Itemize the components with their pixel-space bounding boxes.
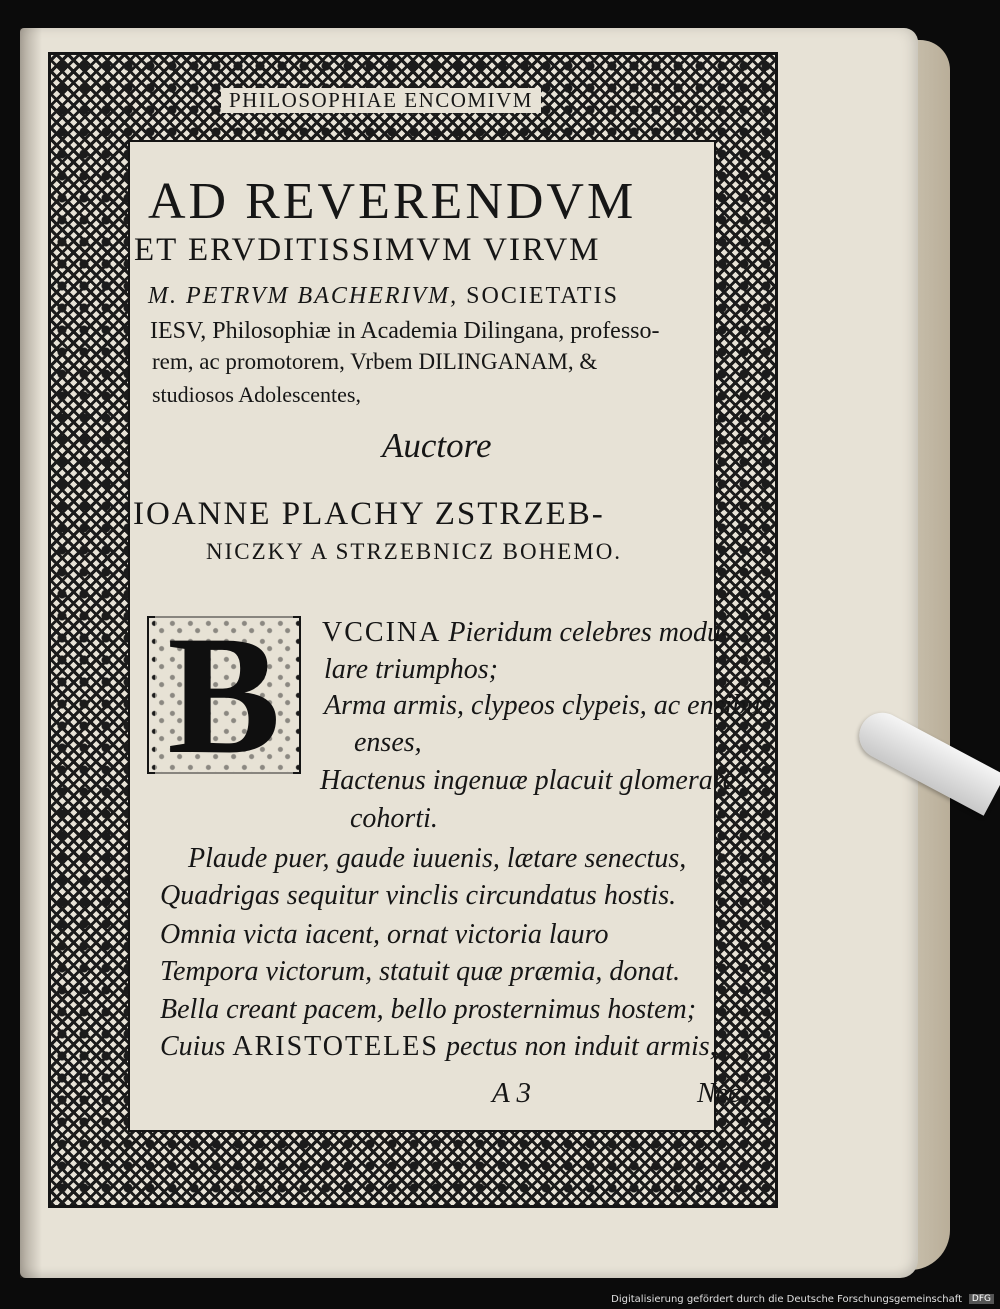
dedication-line-2: rem, ac promotorem, Vrbem DILINGANAM, & [152,349,598,374]
catchword: Nec [697,1078,741,1109]
verse-line-8: Quadrigas sequitur vinclis circundatus hostis. [160,880,677,911]
author-line-1: IOANNE PLACHY ZSTRZEB- [133,496,605,532]
verse-line-12 [160,1031,717,1063]
verse-line-10: Tempora victorum, statuit quæ præmia, donat. [160,956,681,987]
decorated-initial [147,601,301,789]
verse-line-2: lare triumphos; [324,654,498,685]
title-line-3-caps: SOCIETATIS [458,283,619,309]
verse-line-1-caps: VCCINA [322,617,442,648]
dedication-line-3: studiosos Adolescentes, [152,382,361,407]
verse-line-3: Arma armis, clypeos clypeis, ac ensibus [324,690,772,721]
initial-letter: B [155,610,292,780]
verse-line-12-a: Cuius [160,1031,233,1062]
dfg-logo: DFG [969,1294,994,1304]
verse-line-12-caps: ARISTOTELES [232,1031,439,1062]
author-line-2: NICZKY A STRZEBNICZ BOHEMO. [206,539,623,564]
title-line-2: ET ERVDITISSIMVM VIRVM [134,232,601,268]
verse-line-4: enses, [354,727,422,758]
dedication-line-1: IESV, Philosophiæ in Academia Dilingana, professo- [150,318,660,344]
verse-line-6: cohorti. [350,803,438,834]
verse-line-1 [322,617,730,649]
verse-line-5: Hactenus ingenuæ placuit glomerare [320,765,736,796]
spine-shadow [20,28,42,1278]
signature-mark: A 3 [492,1077,531,1109]
verse-line-9: Omnia victa iacent, ornat victoria lauro [160,919,609,950]
title-line-3 [148,283,619,310]
verse-line-7: Plaude puer, gaude iuuenis, lætare senectus, [188,843,687,874]
running-head: PHILOSOPHIAE ENCOMIVM [221,88,541,113]
title-line-1: AD REVERENDVM [148,173,637,230]
funding-notice: Digitalisierung gefördert durch die Deutsche Forschungsgemeinschaft [611,1294,962,1305]
verse-line-12-b: pectus non induit armis, [438,1031,717,1062]
dedicatee-name: M. PETRVM BACHERIVM, [148,283,459,309]
verse-line-1-rest: Pieridum celebres modu- [441,617,731,648]
verse-line-11: Bella creant pacem, bello prosternimus hostem; [160,994,697,1025]
auctore-label: Auctore [382,426,492,465]
